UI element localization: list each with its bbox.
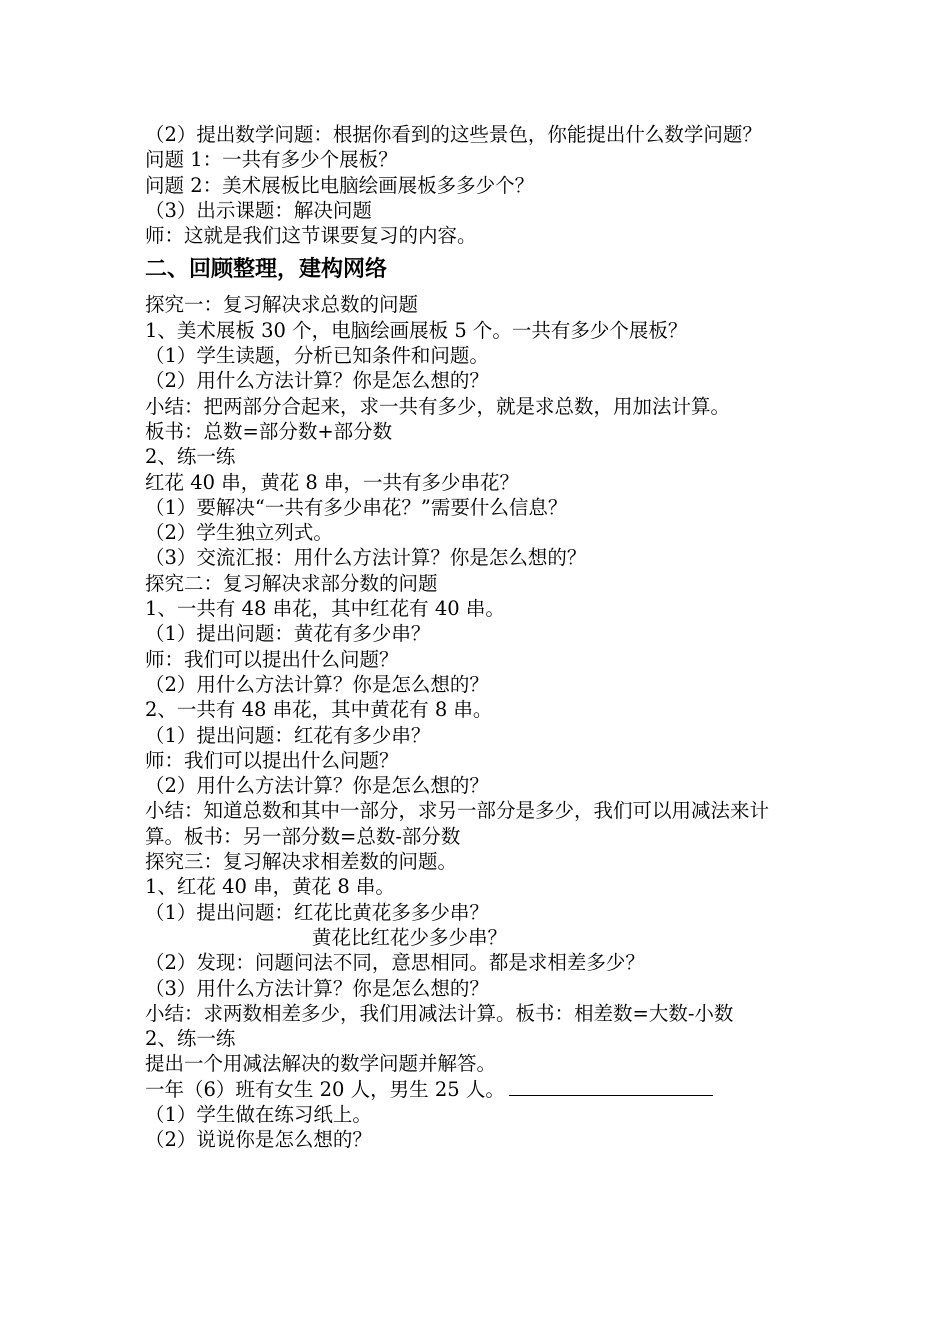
body-line: 2、练一练 bbox=[145, 445, 236, 469]
answer-blank[interactable] bbox=[509, 1077, 713, 1096]
body-line: 红花 40 串，黄花 8 串，一共有多少串花？ bbox=[145, 470, 520, 494]
body-line: （2）发现：问题问法不同，意思相同。都是求相差多少？ bbox=[145, 951, 645, 975]
intro-line: 问题 1：一共有多少个展板？ bbox=[145, 148, 398, 172]
body-line: 1、一共有 48 串花，其中红花有 40 串。 bbox=[145, 597, 505, 621]
fill-in-blank-text: 一年（6）班有女生 20 人，男生 25 人。 bbox=[145, 1077, 505, 1101]
body-line: （1）提出问题：红花有多少串？ bbox=[145, 723, 431, 747]
body-line: 探究三：复习解决求相差数的问题。 bbox=[145, 850, 458, 874]
body-line: 2、一共有 48 串花，其中黄花有 8 串。 bbox=[145, 698, 493, 722]
intro-line: 师：这就是我们这节课要复习的内容。 bbox=[145, 224, 477, 248]
body-line: 1、红花 40 串，黄花 8 串。 bbox=[145, 875, 395, 899]
section-heading: 二、回顾整理，建构网络 bbox=[145, 257, 388, 283]
body-line: 1、美术展板 30 个，电脑绘画展板 5 个。一共有多少个展板？ bbox=[145, 318, 688, 342]
body-line: （2）学生独立列式。 bbox=[145, 521, 333, 545]
body-line: 小结：把两部分合起来，求一共有多少，就是求总数，用加法计算。 bbox=[145, 394, 731, 418]
body-line: （3）交流汇报：用什么方法计算？你是怎么想的？ bbox=[145, 546, 587, 570]
summary-line: 小结：知道总数和其中一部分，求另一部分是多少，我们可以用减法来计算。板书：另一部分数=总数-部分数 bbox=[145, 799, 770, 848]
body-line: （1）要解决“一共有多少串花？”需要什么信息？ bbox=[145, 495, 568, 519]
intro-line: （3）出示课题：解决问题 bbox=[145, 198, 372, 222]
body-line: （2）用什么方法计算？你是怎么想的？ bbox=[145, 774, 489, 798]
body-line: 师：我们可以提出什么问题？ bbox=[145, 647, 399, 671]
summary-line: 小结：求两数相差多少，我们用减法计算。板书：相差数=大数-小数 bbox=[145, 1001, 734, 1025]
fill-in-blank-line bbox=[145, 1077, 825, 1102]
body-line: （1）学生读题，分析已知条件和问题。 bbox=[145, 344, 489, 368]
body-line: 2、练一练 bbox=[145, 1027, 236, 1051]
body-line: 师：我们可以提出什么问题？ bbox=[145, 748, 399, 772]
body-line: 板书：总数=部分数+部分数 bbox=[145, 419, 393, 443]
body-line: 探究二：复习解决求部分数的问题 bbox=[145, 571, 438, 595]
intro-line: （2）提出数学问题：根据你看到的这些景色，你能提出什么数学问题？ bbox=[145, 123, 762, 146]
body-line: （1）提出问题：黄花有多少串？ bbox=[145, 622, 431, 646]
body-line: （2）说说你是怎么想的？ bbox=[145, 1128, 372, 1152]
body-line: （2）用什么方法计算？你是怎么想的？ bbox=[145, 369, 489, 393]
body-line: 探究一：复习解决求总数的问题 bbox=[145, 293, 419, 317]
body-line: （1）提出问题：红花比黄花多多少串？ bbox=[145, 900, 489, 924]
indented-question-line: 黄花比红花少多少串？ bbox=[312, 925, 508, 949]
body-line: 提出一个用减法解决的数学问题并解答。 bbox=[145, 1052, 497, 1076]
body-line: （3）用什么方法计算？你是怎么想的？ bbox=[145, 976, 489, 1000]
document-content bbox=[145, 122, 825, 1153]
intro-line: 问题 2：美术展板比电脑绘画展板多多少个？ bbox=[145, 173, 535, 197]
body-line: （2）用什么方法计算？你是怎么想的？ bbox=[145, 672, 489, 696]
body-line: （1）学生做在练习纸上。 bbox=[145, 1102, 372, 1126]
